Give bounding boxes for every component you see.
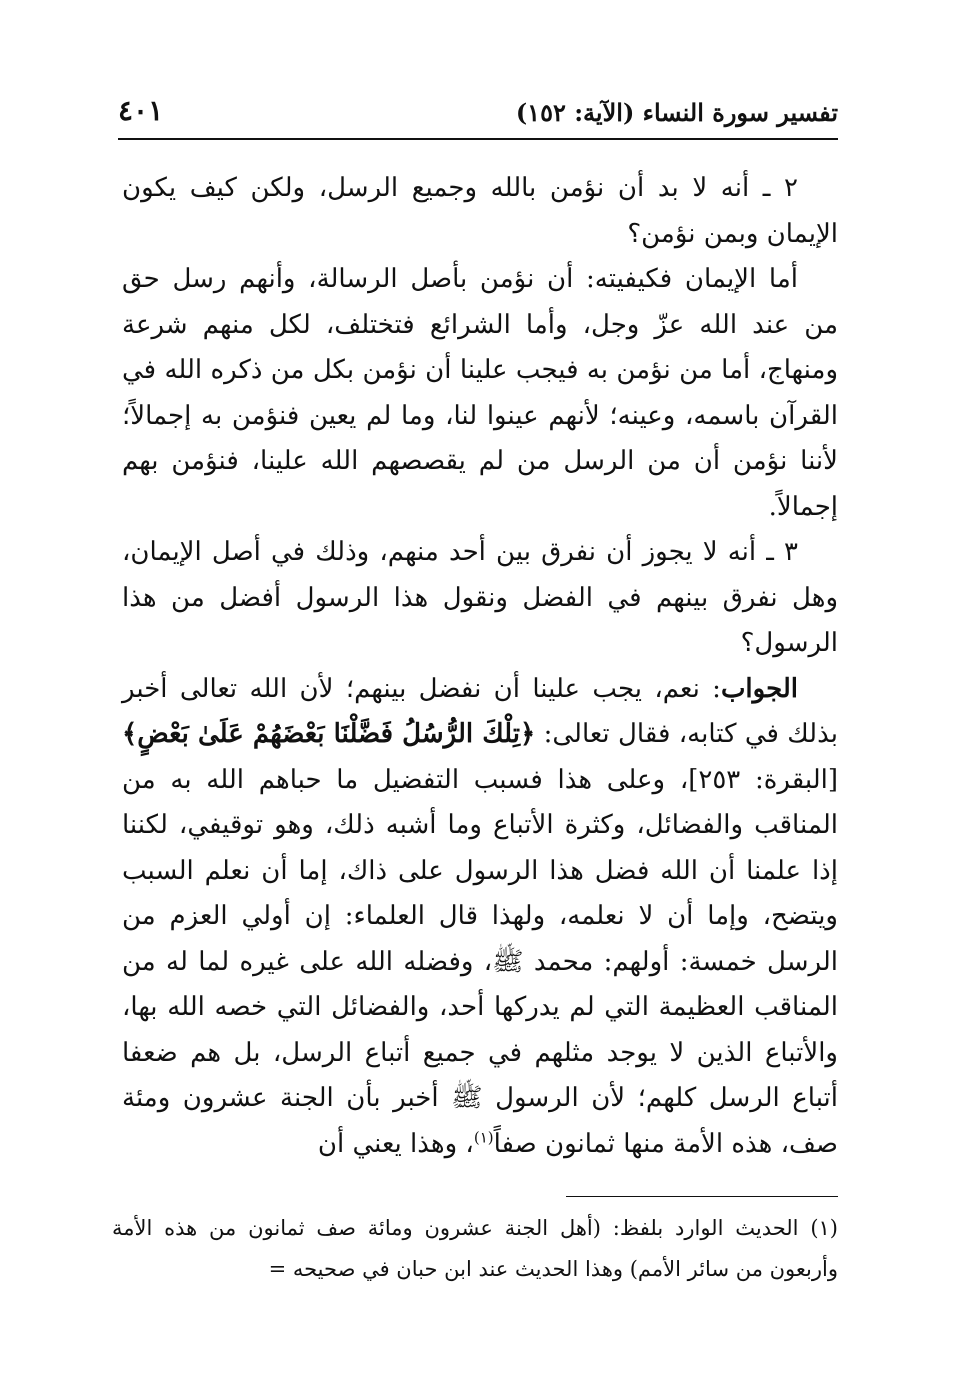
footnote-divider [566, 1196, 838, 1197]
footnote [112, 1208, 838, 1290]
paragraph-answer [122, 667, 838, 1168]
answer-text-2: [البقرة: ٢٥٣]، وعلى هذا فسبب التفضيل ما حباهم الله به من المناقب والفضائل، وكثرة الأتباع وما أشبه ذلك، وهو توقيفي، لكننا إذا علمنا أن الله فضل هذا الرسول على ذاك، إما أن نعلم السبب ويتضح، وإما أن لا نعلمه، ولهذا قال العلماء: إن أولي العزم من الرسل خمسة: أولهم: محمد ﷺ، وفضله الله على غيره لما له من المناقب العظيمة التي لم يدركها أحد، والفضائل التي خصه الله بها، والأتباع الذين لا يوجد مثلهم في جميع أتباع الرسل، بل هم ضعفا أتباع الرسل كلهم؛ لأن الرسول ﷺ أخبر بأن الجنة عشرون ومئة صف، هذه الأمة منها ثمانون صفاً [122, 764, 838, 1159]
footnote-text: (١) الحديث الوارد بلفظ: (أهل الجنة عشرون ومائة صف ثمانون من هذه الأمة وأربعون من سائر الأمم) وهذا الحديث عند ابن حبان في صحيحه = [112, 1216, 838, 1281]
footnote-reference[interactable]: (١) [473, 1127, 494, 1146]
running-title: تفسير سورة النساء (الآية: ١٥٢) [515, 98, 838, 127]
paragraph-point-3: ٣ ـ أنه لا يجوز أن نفرق بين أحد منهم، وذلك في أصل الإيمان، وهل نفرق بينهم في الفضل ونقول هذا الرسول أفضل من هذا الرسول؟ [122, 537, 838, 658]
page-number: ٤٠١ [118, 94, 164, 127]
quran-verse: ﴿تِلْكَ الرُّسُلُ فَضَّلْنَا بَعْضَهُمْ عَلَىٰ بَعْضٍ﴾ [122, 719, 536, 749]
answer-text-3: ، وهذا يعني أن [317, 1128, 474, 1159]
answer-text-1: : نعم، يجب علينا أن نفضل بينهم؛ لأن الله تعالى أخبر بذلك في كتابه، فقال تعالى: [122, 673, 838, 749]
paragraph-point-2: ٢ ـ أنه لا بد أن نؤمن بالله وجميع الرسل، ولكن كيف يكون الإيمان وبمن نؤمن؟ [122, 173, 838, 249]
answer-label: الجواب [720, 673, 798, 704]
page-header [118, 92, 838, 140]
main-text [122, 166, 838, 1167]
paragraph-faith-manner: أما الإيمان فكيفيته: أن نؤمن بأصل الرسالة، وأنهم رسل حق من عند الله عزّ وجل، وأما الشرائع فتختلف، لكل منهم شرعة ومنهاج، أما من نؤمن به فيجب علينا أن نؤمن بكل من ذكره الله في القرآن باسمه، وعينه؛ لأنهم عينوا لنا، وما لم يعين فنؤمن به إجمالاً؛ لأننا نؤمن أن من الرسل من لم يقصصهم الله علينا، فنؤمن بهم إجمالاً. [122, 264, 838, 522]
